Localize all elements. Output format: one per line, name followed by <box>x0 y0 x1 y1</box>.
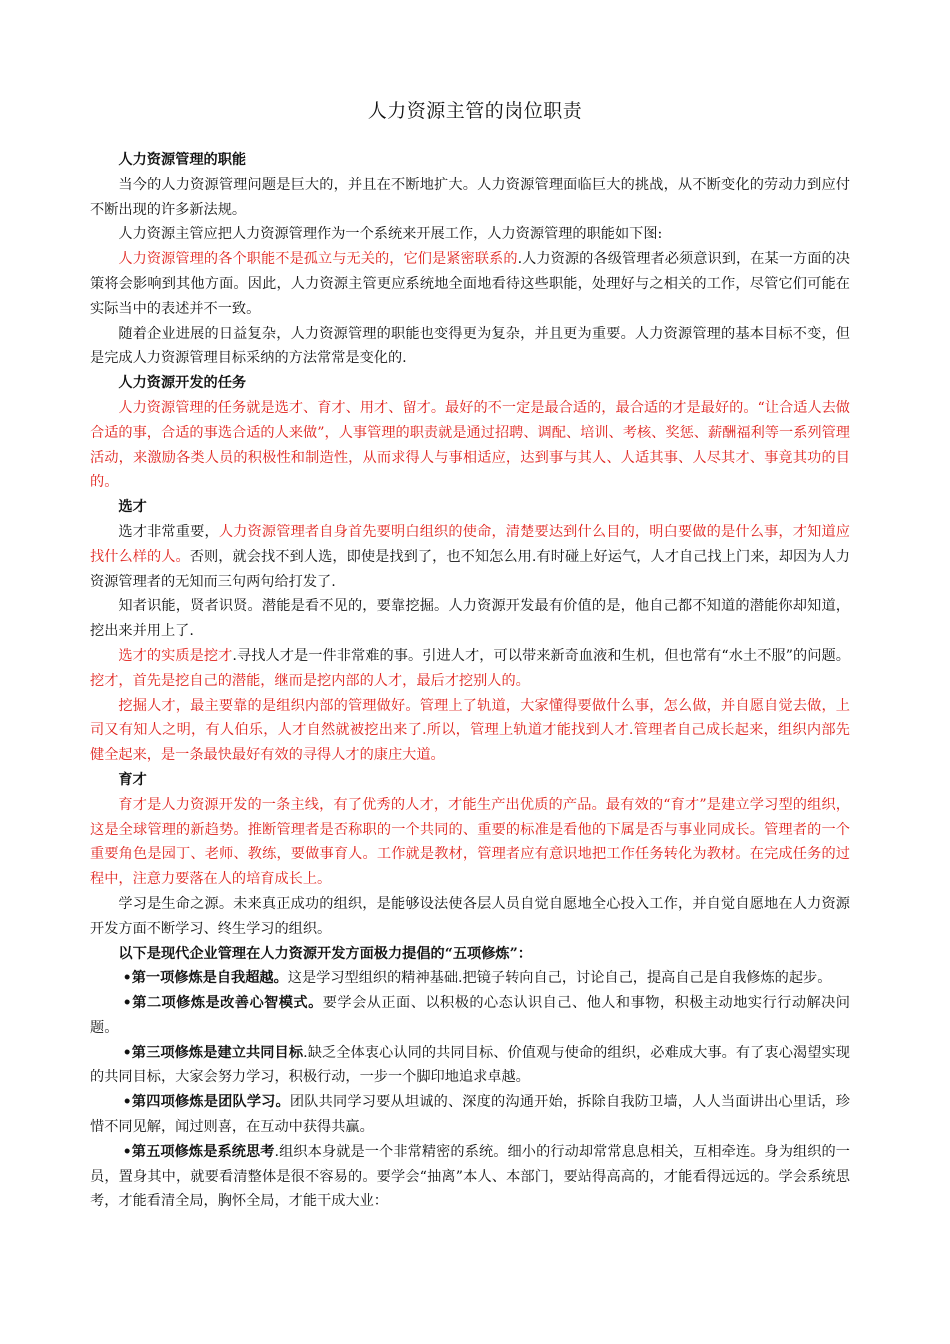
text-run: 知者识能，贤者识贤。潜能是看不见的，要靠挖掘。人力资源开发最有价值的是，他自己都不知道的潜能你却知道，挖出来并用上了. <box>90 598 850 640</box>
body-paragraph <box>90 594 850 644</box>
text-run: 选才 <box>118 499 147 516</box>
text-run: 人力资源主管应把人力资源管理作为一个系统来开展工作，人力资源管理的职能如下图: <box>118 226 663 243</box>
text-run: .人力资源的各级管理者必须意识到，在某一方面的决策将会影响到其他方面。因此，人力资源主管更应系统地全面地看待这些职能，处理好与之相关的工作，尽管它们可能在实际当中的表述并不一致。 <box>90 251 850 317</box>
text-run: 选才非常重要， <box>118 523 219 540</box>
highlighted-text: 挖掘人才，最主要靠的是组织内部的管理做好。管理上了轨道，大家懂得要做什么事，怎么做，并自愿自觉去做，上司又有知人之明，有人伯乐，人才自然就被挖出来了.所以，管理上轨道才能找到人才.管理者自己成长起来，组织内部先健全起来，是一条最快最好有效的寻得人才的康庄大道。 <box>90 697 850 764</box>
section-heading <box>90 942 850 967</box>
text-run: 当今的人力资源管理问题是巨大的，并且在不断地扩大。人力资源管理面临巨大的挑战，从不断变化的劳动力到应付不断出现的许多新法规。 <box>90 176 850 218</box>
highlighted-text: 人力资源管理的任务就是选才、育才、用才、留才。最好的不一定是最合适的，最合适的才是最好的。“让合适人去做合适的事，合适的事选合适的人来做”，人事管理的职责就是通过招聘、调配、培训、考核、奖惩、薪酬福利等一系列管理活动，来激励各类人员的积极性和制造性，从而求得人与事相适应，达到事与其人、人适其事、人尽其才、事竟其功的目的。 <box>90 399 850 491</box>
highlighted-text: 育才是人力资源开发的一条主线，有了优秀的人才，才能生产出优质的产品。最有效的“育才”是建立学习型的组织，这是全球管理的新趋势。推断管理者是否称职的一个共同的、重要的标准是看他的下属是否与事业同成长。管理者的一个重要角色是园丁、老师、教练，要做事育人。工作就是教材，管理者应有意识地把工作任务转化为教材。在完成任务的过程中，注意力要落在人的培育成长上。 <box>90 796 850 888</box>
text-run: 育才 <box>118 771 147 788</box>
body-paragraph <box>90 173 850 223</box>
highlighted-text: 人力资源管理者自身首先要明白组织的使命，清楚要达到什么目的，明白要做的是什么事，才知道应找什么样的人。 <box>90 523 850 565</box>
bold-lead-text: •第二项修炼是改善心智模式。 <box>122 995 323 1012</box>
highlighted-text: 挖才，首先是挖自己的潜能，继而是挖内部的人才，最后才挖别人的。 <box>90 672 530 689</box>
body-paragraph <box>90 694 850 768</box>
section-heading <box>90 495 850 520</box>
bullet-paragraph <box>90 966 850 991</box>
bullet-paragraph <box>90 1140 850 1214</box>
bold-lead-text: •第四项修炼是团队学习。 <box>122 1094 290 1111</box>
text-run: .缺乏全体衷心认同的共同目标、价值观与使命的组织，必难成大事。有了衷心渴望实现的共同目标，大家会努力学习，积极行动，一步一个脚印地追求卓越。 <box>90 1044 850 1086</box>
bullet-paragraph <box>90 1041 850 1091</box>
body-paragraph <box>90 322 850 372</box>
text-run: 要学会从正面、以积极的心态认识自己、他人和事物，积极主动地实行行动解决问题。 <box>90 995 850 1036</box>
text-run: 学习是生命之源。未来真正成功的组织，是能够设法使各层人员自觉自愿地全心投入工作，并自觉自愿地在人力资源开发方面不断学习、终生学习的组织。 <box>90 895 850 937</box>
section-heading <box>90 148 850 173</box>
body-paragraph <box>90 793 850 892</box>
body-paragraph <box>90 644 850 694</box>
document-title: 人力资源主管的岗位职责 <box>367 100 583 122</box>
highlighted-text: 选才的实质是挖才 <box>118 647 233 664</box>
text-run: .组织本身就是一个非常精密的系统。细小的行动却常常息息相关，互相牵连。身为组织的一员，置身其中，就要看清整体是很不容易的。要学会“抽离”本人、本部门，要站得高高的，才能看得远远的。学会系统思考，才能看清全局，胸怀全局，才能干成大业： <box>90 1143 850 1210</box>
text-run: 这是学习型组织的精神基础.把镜子转向自己，讨论自己，提高自己是自我修炼的起步。 <box>287 970 832 987</box>
text-run: 否则，就会找不到人选，即使是找到了，也不知怎么用.有时碰上好运气，人才自己找上门来，却因为人力资源管理者的无知而三句两句给打发了. <box>90 548 850 590</box>
text-run: 团队共同学习要从坦诚的、深度的沟通开始，拆除自我防卫墙，人人当面讲出心里话，珍惜不同见解，闻过则喜，在互动中获得共赢。 <box>90 1094 850 1136</box>
text-run: 人力资源开发的任务 <box>118 375 247 392</box>
text-run: 人力资源管理的职能 <box>118 152 247 168</box>
highlighted-text: 人力资源管理的各个职能不是孤立与无关的，它们是紧密联系的 <box>118 251 518 268</box>
bullet-paragraph <box>90 1090 850 1140</box>
bullet-paragraph <box>90 991 850 1041</box>
text-run: 随着企业进展的日益复杂，人力资源管理的职能也变得更为复杂，并且更为重要。人力资源管理的基本目标不变，但是完成人力资源管理目标采纳的方法常常是变化的. <box>90 325 850 367</box>
section-heading <box>90 371 850 396</box>
body-paragraph <box>90 247 850 321</box>
body-paragraph <box>90 222 850 247</box>
body-paragraph <box>90 892 850 942</box>
body-paragraph <box>90 396 850 495</box>
text-run: 以下是现代企业管理在人力资源开发方面极力提倡的“五项修炼”： <box>118 945 532 962</box>
bold-lead-text: •第三项修炼是建立共同目标 <box>122 1044 304 1061</box>
bold-lead-text: •第一项修炼是自我超越。 <box>122 970 288 987</box>
text-run: .寻找人才是一件非常难的事。引进人才，可以带来新奇血液和生机，但也常有“水土不服”的问题。 <box>232 647 850 664</box>
body-paragraph <box>90 520 850 594</box>
section-heading <box>90 768 850 793</box>
document-body <box>90 148 850 1214</box>
bold-lead-text: •第五项修炼是系统思考 <box>122 1143 275 1160</box>
